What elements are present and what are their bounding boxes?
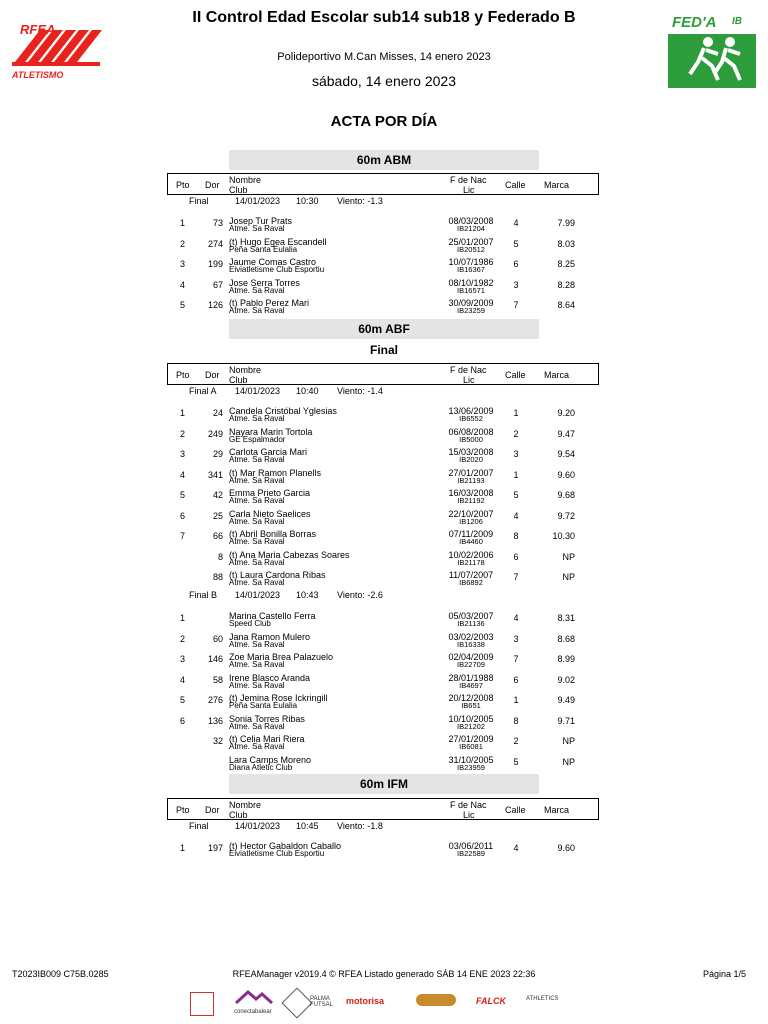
mark: 8.99	[557, 654, 575, 664]
meeting-title: II Control Edad Escolar sub14 sub18 y Federado B	[192, 9, 576, 26]
license: IB651	[461, 701, 481, 710]
bib-number: 42	[212, 490, 223, 500]
col-lic: Lic	[463, 375, 475, 385]
birth-date: 02/04/2009	[448, 652, 494, 662]
birth-date: 27/01/2009	[448, 734, 494, 744]
athlete-name: Lara Camps Moreno	[229, 754, 312, 765]
heat-info	[0, 386, 768, 398]
mark: NP	[562, 551, 575, 562]
bib-number: 25	[212, 510, 223, 521]
rfea-logo-sub: ATLETISMO	[12, 70, 64, 80]
athlete-club: Atme. Sa Raval	[229, 285, 285, 295]
result-row	[0, 257, 768, 277]
heat-wind: Viento: -1.4	[337, 386, 383, 396]
heat-date: 14/01/2023	[235, 196, 281, 206]
athlete-club: Speed Club	[229, 619, 271, 628]
heat-date: 14/01/2023	[235, 386, 281, 396]
license: IB4460	[459, 537, 483, 546]
lane: 4	[513, 843, 519, 853]
athlete-club: Atme. Sa Raval	[229, 306, 285, 315]
lane: 3	[513, 279, 519, 290]
birth-date: 22/10/2007	[448, 508, 494, 519]
col-club: Club	[229, 810, 248, 820]
event-subtitle: Final	[369, 343, 398, 357]
license: IB21178	[457, 557, 485, 567]
lane: 1	[513, 408, 519, 418]
result-row	[0, 570, 768, 590]
athlete-name: Sonia Torres Ribas	[229, 713, 305, 724]
fedaib-logo-sub: IB	[732, 16, 742, 27]
result-row	[0, 447, 768, 467]
lane: 7	[513, 654, 519, 664]
mark: 10.30	[552, 531, 575, 541]
license: IB16367	[457, 265, 485, 274]
result-row	[0, 509, 768, 529]
event-header: 60m ABM	[229, 150, 539, 170]
mark: 9.72	[557, 510, 575, 521]
athlete-name: Irene Blasco Aranda	[229, 672, 311, 683]
bib-number: 66	[212, 531, 223, 541]
birth-date: 15/03/2008	[448, 447, 494, 457]
result-row	[0, 632, 768, 652]
license: IB16338	[457, 639, 485, 649]
col-nombre: Nombre	[229, 365, 262, 375]
mark: 9.49	[557, 695, 575, 705]
venue-line: Polideportivo M.Can Misses, 14 enero 2023	[277, 51, 491, 63]
mark: 8.03	[557, 238, 575, 249]
position: 5	[180, 490, 186, 500]
bib-number: 88	[212, 572, 223, 582]
license: IB2020	[459, 455, 483, 464]
position: 3	[180, 654, 186, 664]
athlete-name: Carlota Garcia Mari	[229, 447, 308, 457]
license: IB21136	[457, 619, 485, 628]
birth-date: 27/01/2007	[448, 467, 494, 478]
sponsor-shield-icon	[281, 987, 312, 1018]
col-fnac: F de Nac	[450, 175, 487, 185]
col-lic: Lic	[463, 185, 475, 195]
bib-number: 146	[207, 654, 223, 664]
col-calle: Calle	[505, 370, 526, 380]
lane: 5	[513, 756, 519, 767]
mark: 7.99	[557, 218, 575, 228]
mark: 9.71	[557, 715, 575, 726]
athlete-club: GE Espalmador	[229, 434, 286, 444]
footer-center: RFEAManager v2019.4 © RFEA Listado generado SÁB 14 ENE 2023 22:36	[232, 969, 536, 979]
birth-date: 20/12/2008	[448, 693, 494, 703]
sponsor-brand-icon	[416, 994, 456, 1006]
mark: 8.25	[557, 259, 575, 269]
athlete-name: (t) Laura Cardona Ribas	[229, 570, 326, 580]
birth-date: 31/10/2005	[448, 754, 494, 765]
heat-time: 10:30	[296, 196, 319, 206]
position: 1	[180, 613, 186, 623]
position: 5	[180, 300, 186, 310]
heat-info	[0, 821, 768, 833]
heat-name: Final A	[189, 386, 217, 396]
lane: 1	[513, 469, 519, 480]
heat-wind: Viento: -1.3	[337, 196, 383, 206]
birth-date: 11/07/2007	[448, 570, 494, 580]
birth-date: 10/02/2006	[448, 549, 494, 560]
athlete-name: (t) Celia Mari Riera	[229, 734, 305, 744]
license: IB22589	[457, 849, 485, 858]
license: IB21192	[457, 496, 485, 505]
birth-date: 05/03/2007	[448, 611, 494, 621]
license: IB21202	[457, 721, 485, 731]
position: 4	[180, 674, 186, 685]
bib-number: 24	[212, 408, 223, 418]
athlete-club: Atme. Sa Raval	[229, 742, 285, 751]
heat-name: Final B	[189, 590, 218, 600]
column-header-box	[167, 798, 599, 820]
fedaib-logo-text: FED'A	[672, 14, 717, 31]
athlete-name: Carla Nieto Saelices	[229, 508, 311, 519]
position: 3	[180, 449, 186, 459]
col-pto: Pto	[176, 180, 190, 190]
result-row	[0, 427, 768, 447]
athlete-name: Nayara Marin Tortola	[229, 426, 313, 437]
athlete-club: Peña Santa Eulalia	[229, 701, 298, 710]
result-row	[0, 550, 768, 570]
license: IB21204	[457, 224, 485, 233]
bib-number: 341	[207, 469, 223, 480]
sponsor-strip	[190, 990, 580, 1014]
lane: 3	[513, 449, 519, 459]
license: IB23259	[457, 306, 485, 315]
position: 1	[180, 843, 186, 853]
athlete-club: Atme. Sa Raval	[229, 639, 285, 649]
col-pto: Pto	[176, 805, 190, 815]
birth-date: 08/10/1982	[448, 277, 494, 288]
result-row	[0, 298, 768, 318]
lane: 6	[513, 551, 519, 562]
result-row	[0, 237, 768, 257]
heat-time: 10:43	[296, 590, 319, 600]
bib-number: 199	[207, 259, 223, 269]
acta-heading: ACTA POR DÍA	[330, 113, 438, 130]
col-marca: Marca	[544, 180, 570, 190]
lane: 2	[513, 428, 519, 439]
athlete-club: Eiviatletisme Club Esportiu	[229, 849, 325, 858]
position: 2	[180, 238, 186, 249]
result-row	[0, 529, 768, 549]
position: 4	[180, 279, 186, 290]
col-nombre: Nombre	[229, 800, 262, 810]
rfea-logo-text: RFEA	[20, 22, 56, 37]
sponsor-athletics: ATHLETICS	[526, 996, 559, 1002]
lane: 4	[513, 218, 519, 228]
position: 1	[180, 408, 186, 418]
athlete-club: Atme. Sa Raval	[229, 721, 285, 731]
athlete-club: Atme. Sa Raval	[229, 660, 285, 669]
birth-date: 28/01/1988	[448, 672, 494, 683]
event-header: 60m IFM	[229, 774, 539, 794]
mountain-icon	[234, 990, 274, 1004]
result-row	[0, 755, 768, 775]
birth-date: 06/08/2008	[448, 426, 494, 437]
license: IB22709	[457, 660, 485, 669]
heat-time: 10:45	[296, 821, 319, 831]
lane: 1	[513, 695, 519, 705]
position: 5	[180, 695, 186, 705]
result-row	[0, 652, 768, 672]
birth-date: 08/03/2008	[448, 216, 494, 226]
result-row	[0, 611, 768, 631]
column-header-box	[167, 173, 599, 195]
col-pto: Pto	[176, 370, 190, 380]
mark: 9.68	[557, 490, 575, 500]
birth-date: 30/09/2009	[448, 298, 494, 308]
athlete-club: Atme. Sa Raval	[229, 414, 285, 423]
position: 4	[180, 469, 186, 480]
heat-name: Final	[189, 821, 209, 831]
birth-date: 25/01/2007	[448, 236, 494, 247]
athlete-club: Atme. Sa Raval	[229, 537, 285, 546]
mark: 9.47	[557, 428, 575, 439]
sponsor-conectabalear: conectabalear	[234, 990, 274, 1015]
mark: 9.60	[557, 843, 575, 853]
result-row	[0, 216, 768, 236]
license: IB21193	[457, 475, 485, 485]
bib-number: 136	[207, 715, 223, 726]
lane: 6	[513, 259, 519, 269]
athlete-club: Atme. Sa Raval	[229, 224, 285, 233]
col-club: Club	[229, 375, 248, 385]
col-lic: Lic	[463, 810, 475, 820]
lane: 8	[513, 531, 519, 541]
athlete-club: Atme. Sa Raval	[229, 578, 285, 587]
position: 6	[180, 510, 186, 521]
lane: 5	[513, 238, 519, 249]
birth-date: 10/07/1986	[448, 257, 494, 267]
athlete-name: (t) Pablo Perez Mari	[229, 298, 310, 308]
col-dor: Dor	[205, 370, 220, 380]
mark: 9.20	[557, 408, 575, 418]
athlete-club: Atme. Sa Raval	[229, 496, 285, 505]
footer-page: Página 1/5	[702, 969, 746, 979]
mark: 8.28	[557, 279, 575, 290]
bib-number: 276	[207, 695, 223, 705]
heat-wind: Viento: -2.6	[337, 590, 383, 600]
lane: 3	[513, 633, 519, 644]
bib-number: 29	[212, 449, 223, 459]
bib-number: 60	[212, 633, 223, 644]
athlete-club: Atme. Sa Raval	[229, 475, 285, 485]
mark: 9.60	[557, 469, 575, 480]
lane: 7	[513, 572, 519, 582]
athlete-name: Zoe Maria Brea Palazuelo	[229, 652, 334, 662]
athlete-name: (t) Abril Bonilla Borras	[229, 529, 317, 539]
athlete-name: (t) Ana Maria Cabezas Soares	[229, 549, 350, 560]
result-row	[0, 714, 768, 734]
col-dor: Dor	[205, 180, 220, 190]
bib-number: 8	[217, 551, 223, 562]
bib-number: 58	[212, 674, 223, 685]
position: 6	[180, 715, 186, 726]
athlete-club: Atme. Sa Raval	[229, 516, 285, 526]
athlete-club: Peña Santa Eulalia	[229, 244, 298, 254]
birth-date: 03/02/2003	[448, 631, 494, 642]
col-fnac: F de Nac	[450, 800, 487, 810]
meeting-date: sábado, 14 enero 2023	[311, 73, 456, 89]
athlete-name: Jose Serra Torres	[229, 277, 300, 288]
bib-number: 274	[207, 238, 223, 249]
result-row	[0, 488, 768, 508]
athlete-name: (t) Mar Ramon Planells	[229, 467, 322, 478]
license: IB6552	[459, 414, 483, 423]
license: IB5000	[459, 434, 483, 444]
col-dor: Dor	[205, 805, 220, 815]
bib-number: 73	[212, 218, 223, 228]
athlete-club: Diana Atletic Club	[229, 762, 293, 772]
heat-info	[0, 196, 768, 208]
birth-date: 03/06/2011	[448, 841, 494, 851]
heat-name: Final	[189, 196, 209, 206]
birth-date: 10/10/2005	[448, 713, 494, 724]
bib-number: 126	[207, 300, 223, 310]
result-row	[0, 278, 768, 298]
license: IB20512	[457, 244, 485, 254]
athlete-name: (t) Hugo Egea Escandell	[229, 236, 327, 247]
mark: NP	[562, 756, 575, 767]
athlete-name: Marina Castello Ferra	[229, 611, 316, 621]
mark: 8.68	[557, 633, 575, 644]
athlete-name: Jana Ramon Mulero	[229, 631, 311, 642]
athlete-name: Emma Prieto Garcia	[229, 488, 311, 498]
result-row	[0, 673, 768, 693]
license: IB16571	[457, 285, 485, 295]
col-fnac: F de Nac	[450, 365, 487, 375]
lane: 4	[513, 613, 519, 623]
birth-date: 13/06/2009	[448, 406, 494, 416]
footer-left: T2023IB009 C75B.0285	[12, 969, 109, 979]
sponsor-falck: FALCK	[476, 996, 506, 1006]
birth-date: 07/11/2009	[448, 529, 494, 539]
lane: 7	[513, 300, 519, 310]
mark: 9.02	[557, 674, 575, 685]
heat-date: 14/01/2023	[235, 590, 281, 600]
license: IB4697	[459, 680, 483, 690]
lane: 4	[513, 510, 519, 521]
sponsor-palma-futsal: PALMA FUTSAL	[310, 996, 334, 1008]
position: 1	[180, 218, 186, 228]
col-calle: Calle	[505, 180, 526, 190]
athlete-name: Candela Cristóbal Yglesias	[229, 406, 337, 416]
athlete-name: Jaume Comas Castro	[229, 257, 317, 267]
result-row	[0, 734, 768, 754]
lane: 8	[513, 715, 519, 726]
bib-number: 67	[212, 279, 223, 290]
license: IB6892	[459, 578, 483, 587]
lane: 2	[513, 736, 519, 746]
athlete-name: (t) Hector Gabaldon Caballo	[229, 841, 342, 851]
bib-number: 249	[207, 428, 223, 439]
col-marca: Marca	[544, 805, 570, 815]
col-nombre: Nombre	[229, 175, 262, 185]
mark: NP	[562, 572, 575, 582]
mark: 8.64	[557, 300, 575, 310]
position: 7	[180, 531, 186, 541]
mark: 9.54	[557, 449, 575, 459]
lane: 6	[513, 674, 519, 685]
result-row	[0, 693, 768, 713]
col-calle: Calle	[505, 805, 526, 815]
license: IB23959	[457, 762, 485, 772]
heat-wind: Viento: -1.8	[337, 821, 383, 831]
sponsor-motorisa: motorisa	[346, 996, 385, 1006]
license: IB1206	[459, 516, 483, 526]
license: IB6081	[459, 742, 483, 751]
col-club: Club	[229, 185, 248, 195]
heat-info	[0, 590, 768, 602]
mark: 8.31	[557, 613, 575, 623]
event-header: 60m ABF	[229, 319, 539, 339]
athlete-club: Atme. Sa Raval	[229, 557, 285, 567]
column-header-box	[167, 363, 599, 385]
lane: 5	[513, 490, 519, 500]
bib-number: 197	[207, 843, 223, 853]
heat-date: 14/01/2023	[235, 821, 281, 831]
col-marca: Marca	[544, 370, 570, 380]
athlete-name: Josep Tur Prats	[229, 216, 293, 226]
athlete-club: Atme. Sa Raval	[229, 680, 285, 690]
result-row	[0, 406, 768, 426]
heat-time: 10:40	[296, 386, 319, 396]
athlete-club: Eiviatletisme Club Esportiu	[229, 265, 325, 274]
position: 2	[180, 633, 186, 644]
bib-number: 32	[212, 736, 223, 746]
mark: NP	[562, 736, 575, 746]
position: 3	[180, 259, 186, 269]
position: 2	[180, 428, 186, 439]
athlete-club: Atme. Sa Raval	[229, 455, 285, 464]
birth-date: 16/03/2008	[448, 488, 494, 498]
athlete-name: (t) Jemina Rose Ickringill	[229, 693, 328, 703]
result-row	[0, 468, 768, 488]
sponsor-govern-icon	[190, 992, 214, 1016]
result-row	[0, 841, 768, 861]
